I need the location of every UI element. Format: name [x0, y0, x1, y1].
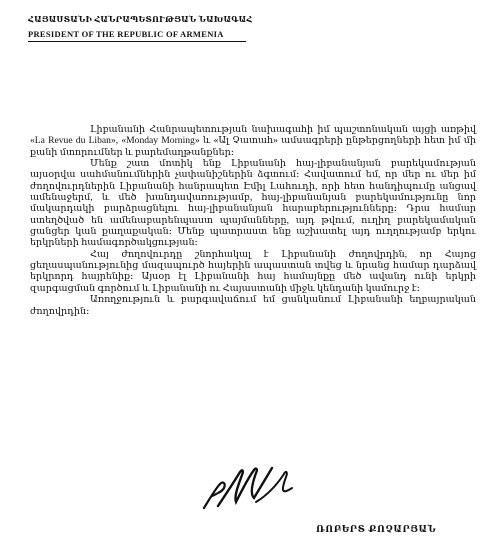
letterhead-title-native: ՀԱՅԱՍՏԱՆԻ ՀԱՆՐԱՊԵՏՈՒԹՅԱՆ ՆԱԽԱԳԱՀ — [28, 15, 253, 24]
letter-paragraph: Առողջություն և բարգավաճում եմ ցանկանում Լիբանանի եղբայրական ժողովրդին։ — [30, 294, 476, 317]
letter-paragraph: Մենք շատ մոտիկ ենք Լիբանանի հայ-լիբանանյան բարեկամության այսօրվա սահմանումներին չափանիշներին ձգտում։ Հավատում եմ, որ մեր ու մեր իմ ժողովուրդներին Լիբանանի հանրապետ Էմիլ Լահուդի, որի հետ հանդիպումը անցավ ամենաջերմ, և մեծ խանդավառությամբ, հայ-լիբանանյան բարեկամությունը նոր մակարդակի բարձրացնելու հայ-լիբանանյան հարաբերությունները։ Դրա համար ստեղծված են ամենաբարենպաստ պայմանները, այդ թվում, ուղիղ բարեկամական ցանցեր կան քաղաքական։ Մենք պատրաստ ենք աշխատել այդ ուղղությամբ երկու երկրների համագործակցության։ — [30, 158, 476, 249]
letterhead-rule — [28, 41, 246, 42]
letterhead — [28, 14, 288, 42]
letter-paragraph: Հայ ժողովուրդը շնորհակալ է Լիբանանի ժողովրդին, որ Հայոց ցեղասպանությունից մազապուրծ հայերին ապաստան տվեց և նրանց համար դարձավ երկրորդ հայրենիք։ Այսօր էլ Լիբանանի հայ համայնքը մեծ ավանդ ունի երկրի զարգացման գործում և Լիբանանի ու Հայաստանի միջև կենդանի կամուրջ է։ — [30, 248, 476, 294]
letterhead-title-english: PRESIDENT OF THE REPUBLIC OF ARMENIA — [28, 29, 224, 39]
signatory-name: ՌՈԲԵՐՏ ՔՈՉԱՐՅԱՆ — [316, 524, 437, 534]
letter-body — [30, 124, 476, 317]
signature-icon — [196, 458, 306, 518]
letter-paragraph: Լիբանանի Հանրապետության նախագահի իմ պաշտոնական այցի առթիվ «La Revue du Liban», «Monday Morning» և «Ալ Չատահ» ամսագրերի ընթերցողների հետ իմ մի քանի մտորումներ և բարեմաղթանքներ։ — [30, 124, 476, 158]
